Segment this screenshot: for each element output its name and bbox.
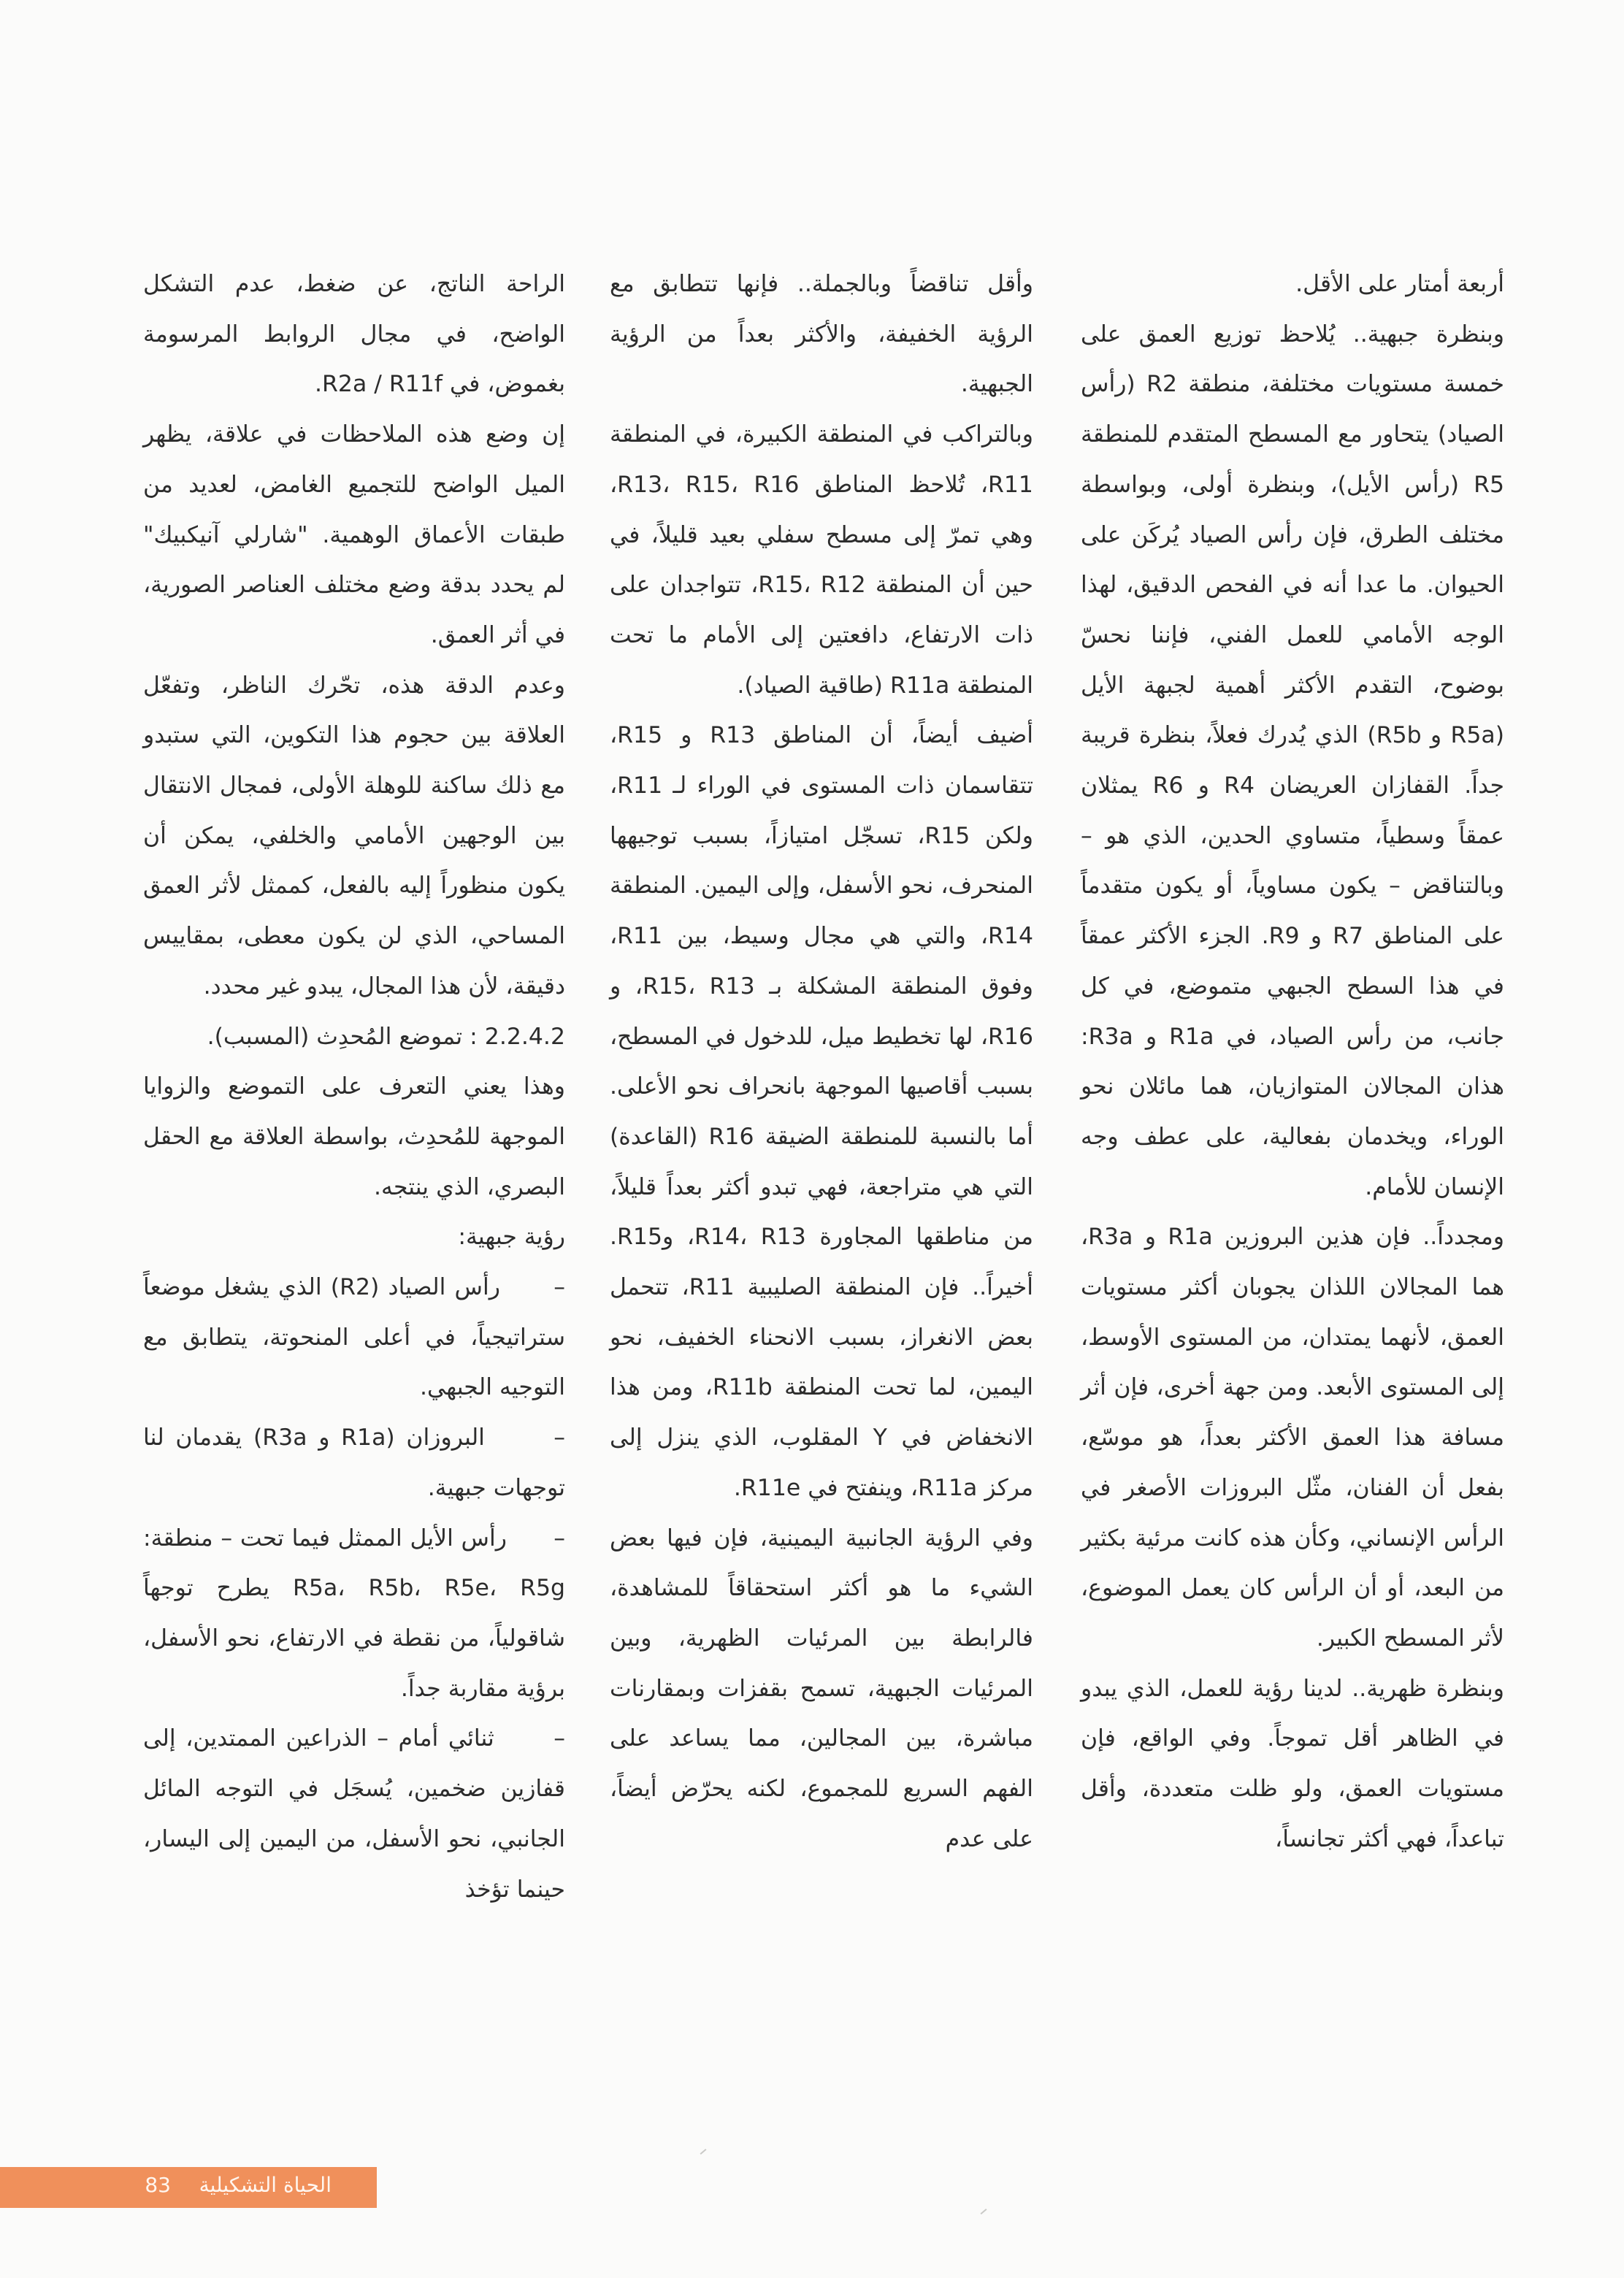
paragraph: أربعة أمتار على الأقل.: [1295, 271, 1504, 297]
list-item: – البروزان (R1a و R3a) يقدمان لنا توجهات جبهية.: [135, 1424, 565, 1501]
paragraph: أضيف أيضاً، أن المناطق R13 و R15، تتقاسمان ذات المستوى في الوراء لـ R11، ولكن R15، تسجّل امتيازاً، بسبب توجيهها المنحرف، نحو الأسفل، وإلى اليمين. المنطقة R14، والتي هي مجال وسيط، بين R11، وفوق المنطقة المشكلة بـ R15، R13، و R16، لها تخطيط ميل، للدخول في المسطح، بسبب أقاصيها الموجهة بانحراف نحو الأعلى. أما بالنسبة للمنطقة الضيقة R16 (القاعدة) التي هي متراجعة، فهي تبدو أكثر بعداً قليلاً، من مناطقها المجاورة R14، R13، وR15. أخيراً.. فإن المنطقة الصليبية R11، تتحمل بعض الانغراز، بسبب الانحناء الخفيف، نحو اليمين، لما تحت المنطقة R11b، ومن هذا الانخفاض في Y المقلوب، الذي ينزل إلى مركز R11a، وينفتح في R11e.: [602, 722, 1034, 1501]
paragraph: إن وضع هذه الملاحظات في علاقة، يظهر الميل الواضح للتجميع الغامض، لعديد من طبقات الأعماق الوهمية. "شارلي آنيكبيك" لم يحدد بدقة وضع مختلف العناصر الصورية، في أثر العمق.: [135, 421, 565, 648]
paragraph: ومجدداً.. فإن هذين البروزين R1a و R3a، هما المجالان اللذان يجوبان أكثر مستويات العمق، لأنهما يمتدان، من المستوى الأوسط، إلى المستوى الأبعد. ومن جهة أخرى، فإن أثر مسافة هذا العمق الأكثر بعداً، هو موسّع، بفعل أن الفنان، مثّل البروزات الأصغر في الرأس الإنساني، وكأن هذه كانت مرئية بكثير من البعد، أو أن الرأس كان يعمل الموضوع، لأثر المسطح الكبير.: [1073, 1224, 1504, 1652]
paragraph: وعدم الدقة هذه، تحّرك الناظر، وتفعّل العلاقة بين حجوم هذا التكوين، التي ستبدو مع ذلك ساكنة للوهلة الأولى، فمجال الانتقال بين الوجهين الأمامي والخلفي، يمكن أن يكون منظوراً إليه بالفعل، كممثل لأثر العمق المساحي، الذي لن يكون معطى، بمقاييس دقيقة، لأن هذا المجال، يبدو غير محدد.: [135, 672, 565, 1000]
text-column-left: [135, 259, 565, 1914]
paragraph: رؤية جبهية:: [458, 1224, 565, 1251]
text-column-right: [1073, 259, 1505, 1865]
print-speck: [981, 2209, 987, 2214]
paragraph: الراحة الناتج، عن ضغط، عدم التشكل الواضح، في مجال الروابط المرسومة بغموض، في R2a / R11f.: [135, 271, 565, 398]
paragraph: وفي الرؤية الجانبية اليمينية، فإن فيها بعض الشيء ما هو أكثر استحقاقاً للمشاهدة، فالرابطة بين المرئيات الظهرية، وبين المرئيات الجبهية، تسمح بقفزات وبمقارنات مباشرة، بين المجالين، مما يساعد على الفهم السريع للمجموع، لكنه يحرّض أيضاً، على عدم: [602, 1525, 1033, 1852]
page-footer-band: [0, 2167, 377, 2208]
paragraph: وبالتراكب في المنطقة الكبيرة، في المنطقة R11، تُلاحظ المناطق R13، R15، R16، وهي تمرّ إلى مسطح سفلي بعيد قليلاً، في حين أن المنطقة R15، R12، تتواجدان على ذات الارتفاع، دافعتين إلى الأمام ما تحت المنطقة R11a (طاقية الصياد).: [602, 421, 1033, 699]
page-number: 83: [145, 2173, 171, 2197]
list-item: – رأس الصياد (R2) الذي يشغل موضعاً ستراتيجياً، في أعلى المنحوتة، يتطابق مع التوجيه الجبهي.: [135, 1274, 565, 1401]
section-heading: 2.2.4.2 : تموضع المُحدِث (المسبب).: [207, 1023, 565, 1050]
list-item: – رأس الأيل الممثل فيما تحت – منطقة: R5a، R5b، R5e، R5g يطرح توجهاً شاقولياً، من نقطة في الارتفاع، نحو الأسفل، برؤية مقاربة جداً.: [135, 1525, 565, 1702]
paragraph: وأقل تناقضاً وبالجملة.. فإنها تتطابق مع الرؤية الخفيفة، والأكثر بعداً من الرؤية الجبهية.: [602, 271, 1033, 398]
list-item: – ثنائي أمام – الذراعين الممتدين، إلى قفازين ضخمين، يُسجَل في التوجه المائل الجانبي، نحو الأسفل، من اليمين إلى اليسار، حينما تؤخذ: [135, 1725, 565, 1903]
paragraph: وبنظرة ظهرية.. لدينا رؤية للعمل، الذي يبدو في الظاهر أقل تموجاً. وفي الواقع، فإن مستويات العمق، ولو ظلت متعددة، وأقل تباعداً، فهي أكثر تجانساً،: [1073, 1675, 1504, 1852]
paragraph: وبنظرة جبهية.. يُلاحظ توزيع العمق على خمسة مستويات مختلفة، منطقة R2 (رأس الصياد) يتحاور مع المسطح المتقدم للمنطقة R5 (رأس الأيل)، وبنظرة أولى، وبواسطة مختلف الطرق، فإن رأس الصياد يُركَن على الحيوان. ما عدا أنه في الفحص الدقيق، لهذا الوجه الأمامي للعمل الفني، فإننا نحسّ بوضوح، التقدم الأكثر أهمية لجبهة الأيل (R5a و R5b) الذي يُدرك فعلاً، بنظرة قريبة جداً. القفازان العريضان R4 و R6 يمثلان عمقاً وسطياً، متساوي الحدين، الذي هو – وبالتناقض – يكون مساوياً، أو يكون متقدماً على المناطق R7 و R9. الجزء الأكثر عمقاً في هذا السطح الجبهي متموضع، في كل جانب، من رأس الصياد، في R1a و R3a: هذان المجالان المتوازيان، هما مائلان نحو الوراء، ويخدمان بفعالية، على عطف وجه الإنسان للأمام.: [1073, 321, 1505, 1200]
magazine-name: الحياة التشكيلية: [199, 2173, 332, 2197]
print-speck: [700, 2149, 707, 2155]
text-column-middle: [602, 259, 1034, 1865]
paragraph: وهذا يعني التعرف على التموضع والزوايا الموجهة للمُحدِث، بواسطة العلاقة مع الحقل البصري، الذي ينتجه.: [135, 1073, 565, 1200]
